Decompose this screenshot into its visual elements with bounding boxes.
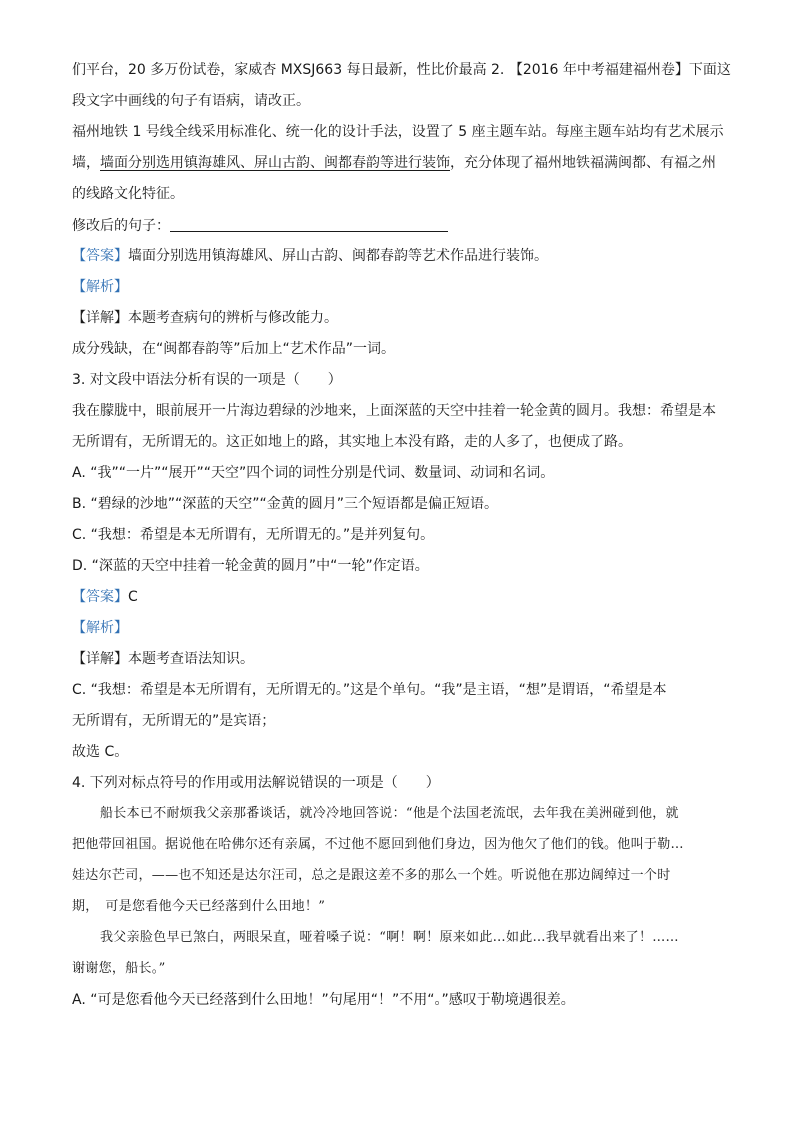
analysis-tag: 【解析】 [72,620,128,636]
text-line: 福州地铁 1 号线全线采用标准化、统一化的设计手法，设置了 5 座主题车站。每座主题车站均有艺术展示 [72,124,724,140]
option-a: A. “我”“一片”“展开”“天空”四个词的词性分别是代词、数量词、动词和名词。 [72,465,555,481]
answer-line [72,215,722,235]
text-line: 段文字中画线的句子有语病，请改正。 [72,93,310,109]
quote-line: 船长本已不耐烦我父亲那番谈话，就冷冷地回答说：“他是个法国老流氓，去年我在美洲碰到他，就 [100,806,679,821]
text-line: 无所谓有，无所谓无的。这正如地上的路，其实地上本没有路，走的人多了，也便成了路。 [72,434,632,450]
option-d: D. “深蓝的天空中挂着一轮金黄的圆月”中“一轮”作定语。 [72,558,429,574]
answer-label: 修改后的句子： [72,218,170,234]
quote-line: 谢谢您，船长。” [72,961,166,976]
text-line: 我在朦胧中，眼前展开一片海边碧绿的沙地来，上面深蓝的天空中挂着一轮金黄的圆月。我想：希望是本 [72,403,716,419]
question-title: 4. 下列对标点符号的作用或用法解说错误的一项是（ ） [72,775,440,791]
option-c: C. “我想：希望是本无所谓有，无所谓无的。”是并列复句。 [72,527,435,543]
answer-row [72,246,722,266]
text-segment: ，充分体现了福州地铁福满闽都、有福之州 [450,155,716,171]
text-line: 【详解】本题考查病句的辨析与修改能力。 [72,310,338,326]
answer-text: 墙面分别选用镇海雄风、屏山古韵、闽都春韵等艺术作品进行装饰。 [128,248,548,264]
answer-blank[interactable] [170,215,448,232]
answer-tag: 【答案】 [72,589,128,605]
quote-line: 我父亲脸色早已煞白，两眼呆直，哑着嗓子说：“啊！啊！原来如此…如此…我早就看出来了！…… [100,930,679,945]
answer-text: C [128,589,138,605]
question-title: 3. 对文段中语法分析有误的一项是（ ） [72,372,342,388]
text-line: 成分残缺，在“闽都春韵等”后加上“艺术作品”一词。 [72,341,396,357]
answer-tag: 【答案】 [72,248,128,264]
analysis-row [72,277,722,297]
answer-row [72,587,722,607]
text-line: 们平台，20 多万份试卷，家威杏 MXSJ663 每日最新，性比价最高 2. 【2016 年中考福建福州卷】下面这 [72,62,731,78]
quote-line: 娃达尔芒司，——也不知还是达尔汪司，总之是跟这差不多的那么一个姓。听说他在那边阔绰过一个时 [72,868,671,883]
document-page [72,60,731,1021]
text-line: 的线路文化特征。 [72,186,184,202]
analysis-tag: 【解析】 [72,279,128,295]
text-line: C. “我想：希望是本无所谓有，无所谓无的。”这是个单句。“我”是主语，“想”是谓语，“希望是本 [72,682,667,698]
text-line: 故选 C。 [72,744,129,760]
option-b: B. “碧绿的沙地”“深蓝的天空”“金黄的圆月”三个短语都是偏正短语。 [72,496,499,512]
option-a: A. “可是您看他今天已经落到什么田地！”句尾用“！”不用“。”感叹于勒境遇很差。 [72,992,575,1008]
text-segment: 墙， [72,155,100,171]
text-line: 无所谓有，无所谓无的”是宾语； [72,713,276,729]
analysis-row [72,618,722,638]
quote-line: 把他带回祖国。据说他在哈佛尔还有亲属，不过他不愿回到他们身边，因为他欠了他们的钱。他叫于勒… [72,837,684,852]
quote-line: 期， 可是您看他今天已经落到什么田地！” [72,899,326,914]
text-line [72,153,722,173]
text-line: 【详解】本题考查语法知识。 [72,651,254,667]
underlined-sentence: 墙面分别选用镇海雄风、屏山古韵、闽都春韵等进行装饰 [100,155,450,171]
